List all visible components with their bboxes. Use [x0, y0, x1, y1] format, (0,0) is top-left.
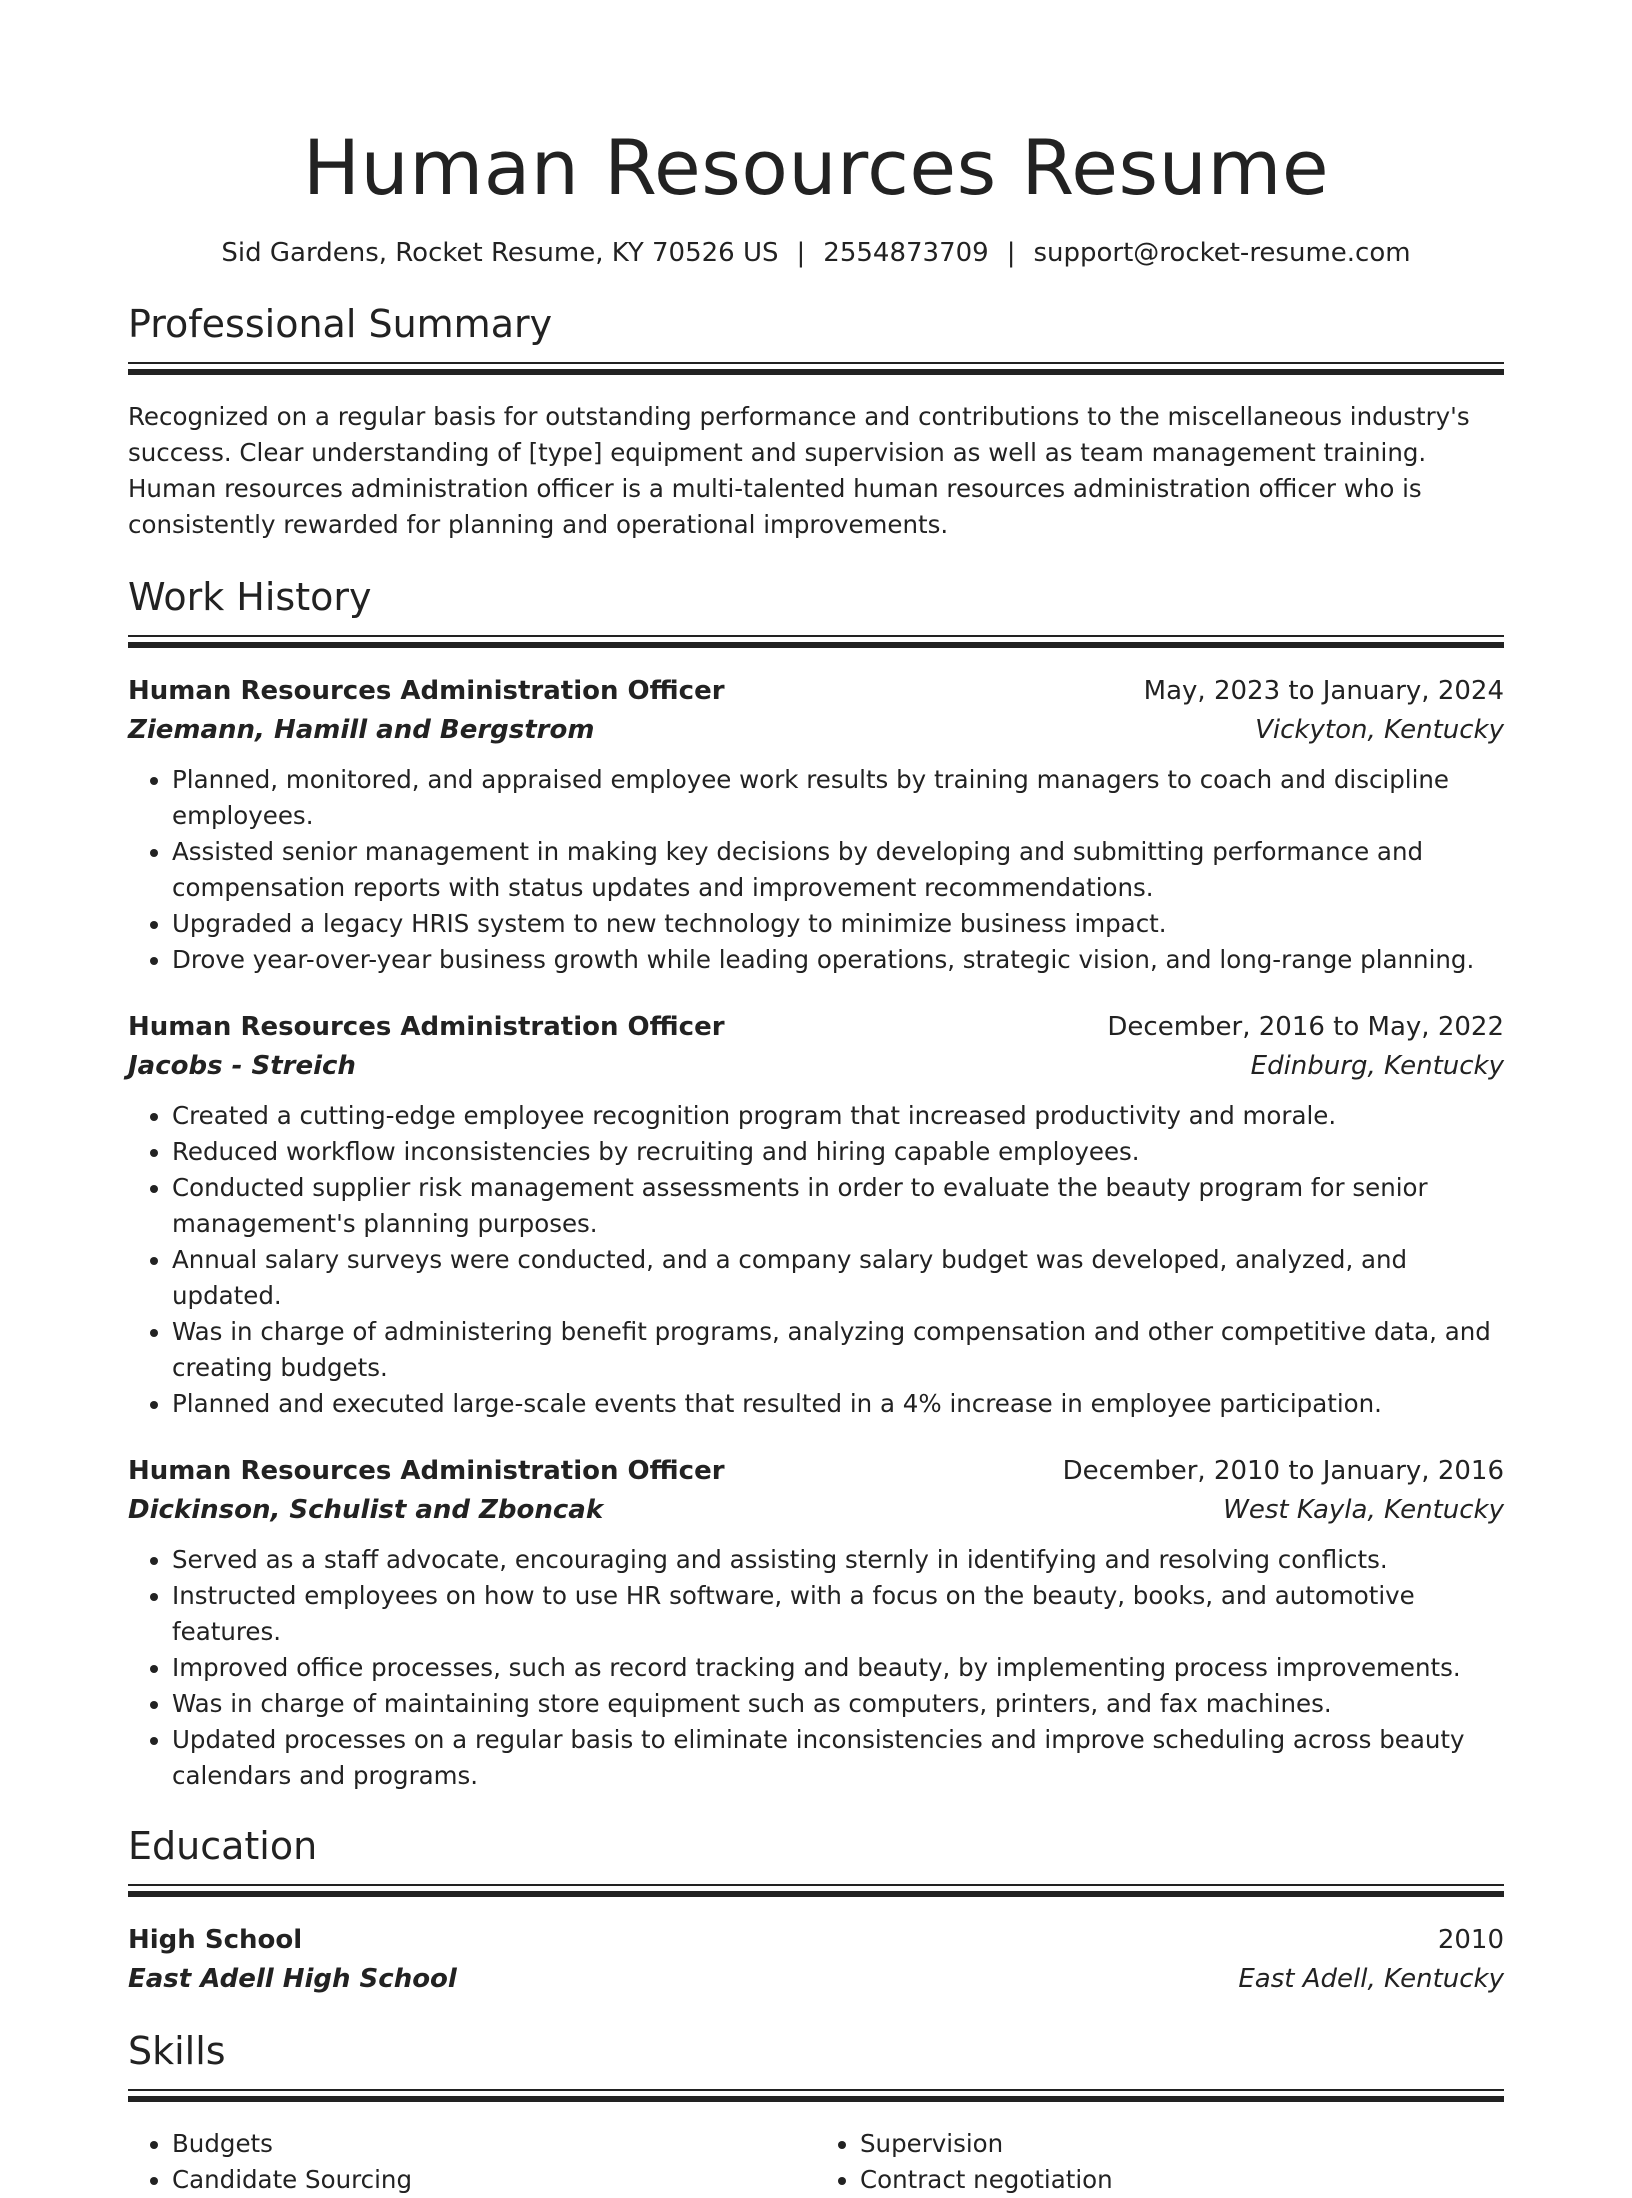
skill-item: • Supervision: [860, 2126, 1504, 2162]
education-section: [128, 1822, 1504, 1999]
list-item: • Annual salary surveys were conducted, and a company salary budget was developed, analyzed, and updated.: [172, 1242, 1504, 1314]
company-name: Dickinson, Schulist and Zboncak: [128, 1495, 604, 1525]
job-bullets: [128, 1542, 1504, 1794]
section-divider: [128, 362, 1504, 375]
list-item: • Assisted senior management in making key decisions by developing and submitting performance and compensation reports with status updates and improvement recommendations.: [172, 834, 1504, 906]
job-bullets: [128, 762, 1504, 978]
skill-item: • Candidate Sourcing: [172, 2162, 816, 2198]
school-location: East Adell, Kentucky: [1238, 1964, 1504, 1994]
contact-email: support@rocket-resume.com: [1033, 238, 1411, 268]
job-title: Human Resources Administration Officer: [128, 1012, 725, 1042]
contact-separator: |: [796, 238, 806, 268]
list-item: • Served as a staff advocate, encouraging and assisting sternly in identifying and resolving conflicts.: [172, 1542, 1504, 1578]
job-dates: December, 2010 to January, 2016: [1062, 1456, 1504, 1486]
job-dates: May, 2023 to January, 2024: [1143, 676, 1504, 706]
skills-section: [128, 2027, 1504, 2198]
list-item: • Planned and executed large-scale events that resulted in a 4% increase in employee participation.: [172, 1386, 1504, 1422]
contact-line: [128, 236, 1504, 270]
company-name: Jacobs - Streich: [128, 1051, 356, 1081]
contact-address: Sid Gardens, Rocket Resume, KY 70526 US: [221, 238, 779, 268]
list-item: • Created a cutting-edge employee recognition program that increased productivity and morale.: [172, 1098, 1504, 1134]
list-item: • Conducted supplier risk management assessments in order to evaluate the beauty program for senior management's planning purposes.: [172, 1170, 1504, 1242]
summary-text: Recognized on a regular basis for outstanding performance and contributions to the miscellaneous industry's success. Clear understanding of [type] equipment and supervision as well as team management training. Human resources administration officer is a multi-talented human resources administration officer who is consistently rewarded for planning and operational improvements.: [128, 402, 1470, 539]
list-item: • Was in charge of administering benefit programs, analyzing compensation and other competitive data, and creating budgets.: [172, 1314, 1504, 1386]
job-location: West Kayla, Kentucky: [1223, 1495, 1504, 1525]
job-location: Vickyton, Kentucky: [1255, 715, 1504, 745]
contact-phone: 2554873709: [823, 238, 989, 268]
list-item: • Was in charge of maintaining store equipment such as computers, printers, and fax machines.: [172, 1686, 1504, 1722]
list-item: • Updated processes on a regular basis to eliminate inconsistencies and improve scheduling across beauty calendars and programs.: [172, 1722, 1504, 1794]
job-dates: December, 2016 to May, 2022: [1107, 1012, 1504, 1042]
skills-column-left: [128, 2126, 816, 2198]
job-bullets: [128, 1098, 1504, 1422]
skill-item: • Budgets: [172, 2126, 816, 2162]
job-entry: [128, 1452, 1504, 1794]
skill-item: • Contract negotiation: [860, 2162, 1504, 2198]
job-entry: [128, 1008, 1504, 1422]
skills-heading: Skills: [128, 2029, 226, 2073]
list-item: • Upgraded a legacy HRIS system to new technology to minimize business impact.: [172, 906, 1504, 942]
education-year: 2010: [1437, 1925, 1504, 1955]
list-item: • Reduced workflow inconsistencies by recruiting and hiring capable employees.: [172, 1134, 1504, 1170]
education-heading: Education: [128, 1824, 318, 1868]
skills-column-right: [816, 2126, 1504, 2198]
section-divider: [128, 635, 1504, 648]
list-item: • Improved office processes, such as record tracking and beauty, by implementing process improvements.: [172, 1650, 1504, 1686]
school-name: East Adell High School: [128, 1964, 457, 1994]
summary-section: [128, 300, 1504, 543]
job-title: Human Resources Administration Officer: [128, 676, 725, 706]
section-divider: [128, 2089, 1504, 2102]
contact-separator: |: [1006, 238, 1016, 268]
job-title: Human Resources Administration Officer: [128, 1456, 725, 1486]
education-degree: High School: [128, 1925, 303, 1955]
list-item: • Instructed employees on how to use HR software, with a focus on the beauty, books, and automotive features.: [172, 1578, 1504, 1650]
resume-title: Human Resources Resume: [302, 123, 1330, 212]
work-history-heading: Work History: [128, 575, 372, 619]
list-item: • Planned, monitored, and appraised employee work results by training managers to coach and discipline employees.: [172, 762, 1504, 834]
summary-heading: Professional Summary: [128, 302, 553, 346]
company-name: Ziemann, Hamill and Bergstrom: [128, 715, 595, 745]
job-location: Edinburg, Kentucky: [1250, 1051, 1504, 1081]
skills-list: [128, 2126, 1504, 2198]
section-divider: [128, 1884, 1504, 1897]
work-history-section: [128, 573, 1504, 1794]
list-item: • Drove year-over-year business growth while leading operations, strategic vision, and long-range planning.: [172, 942, 1504, 978]
job-entry: [128, 672, 1504, 978]
